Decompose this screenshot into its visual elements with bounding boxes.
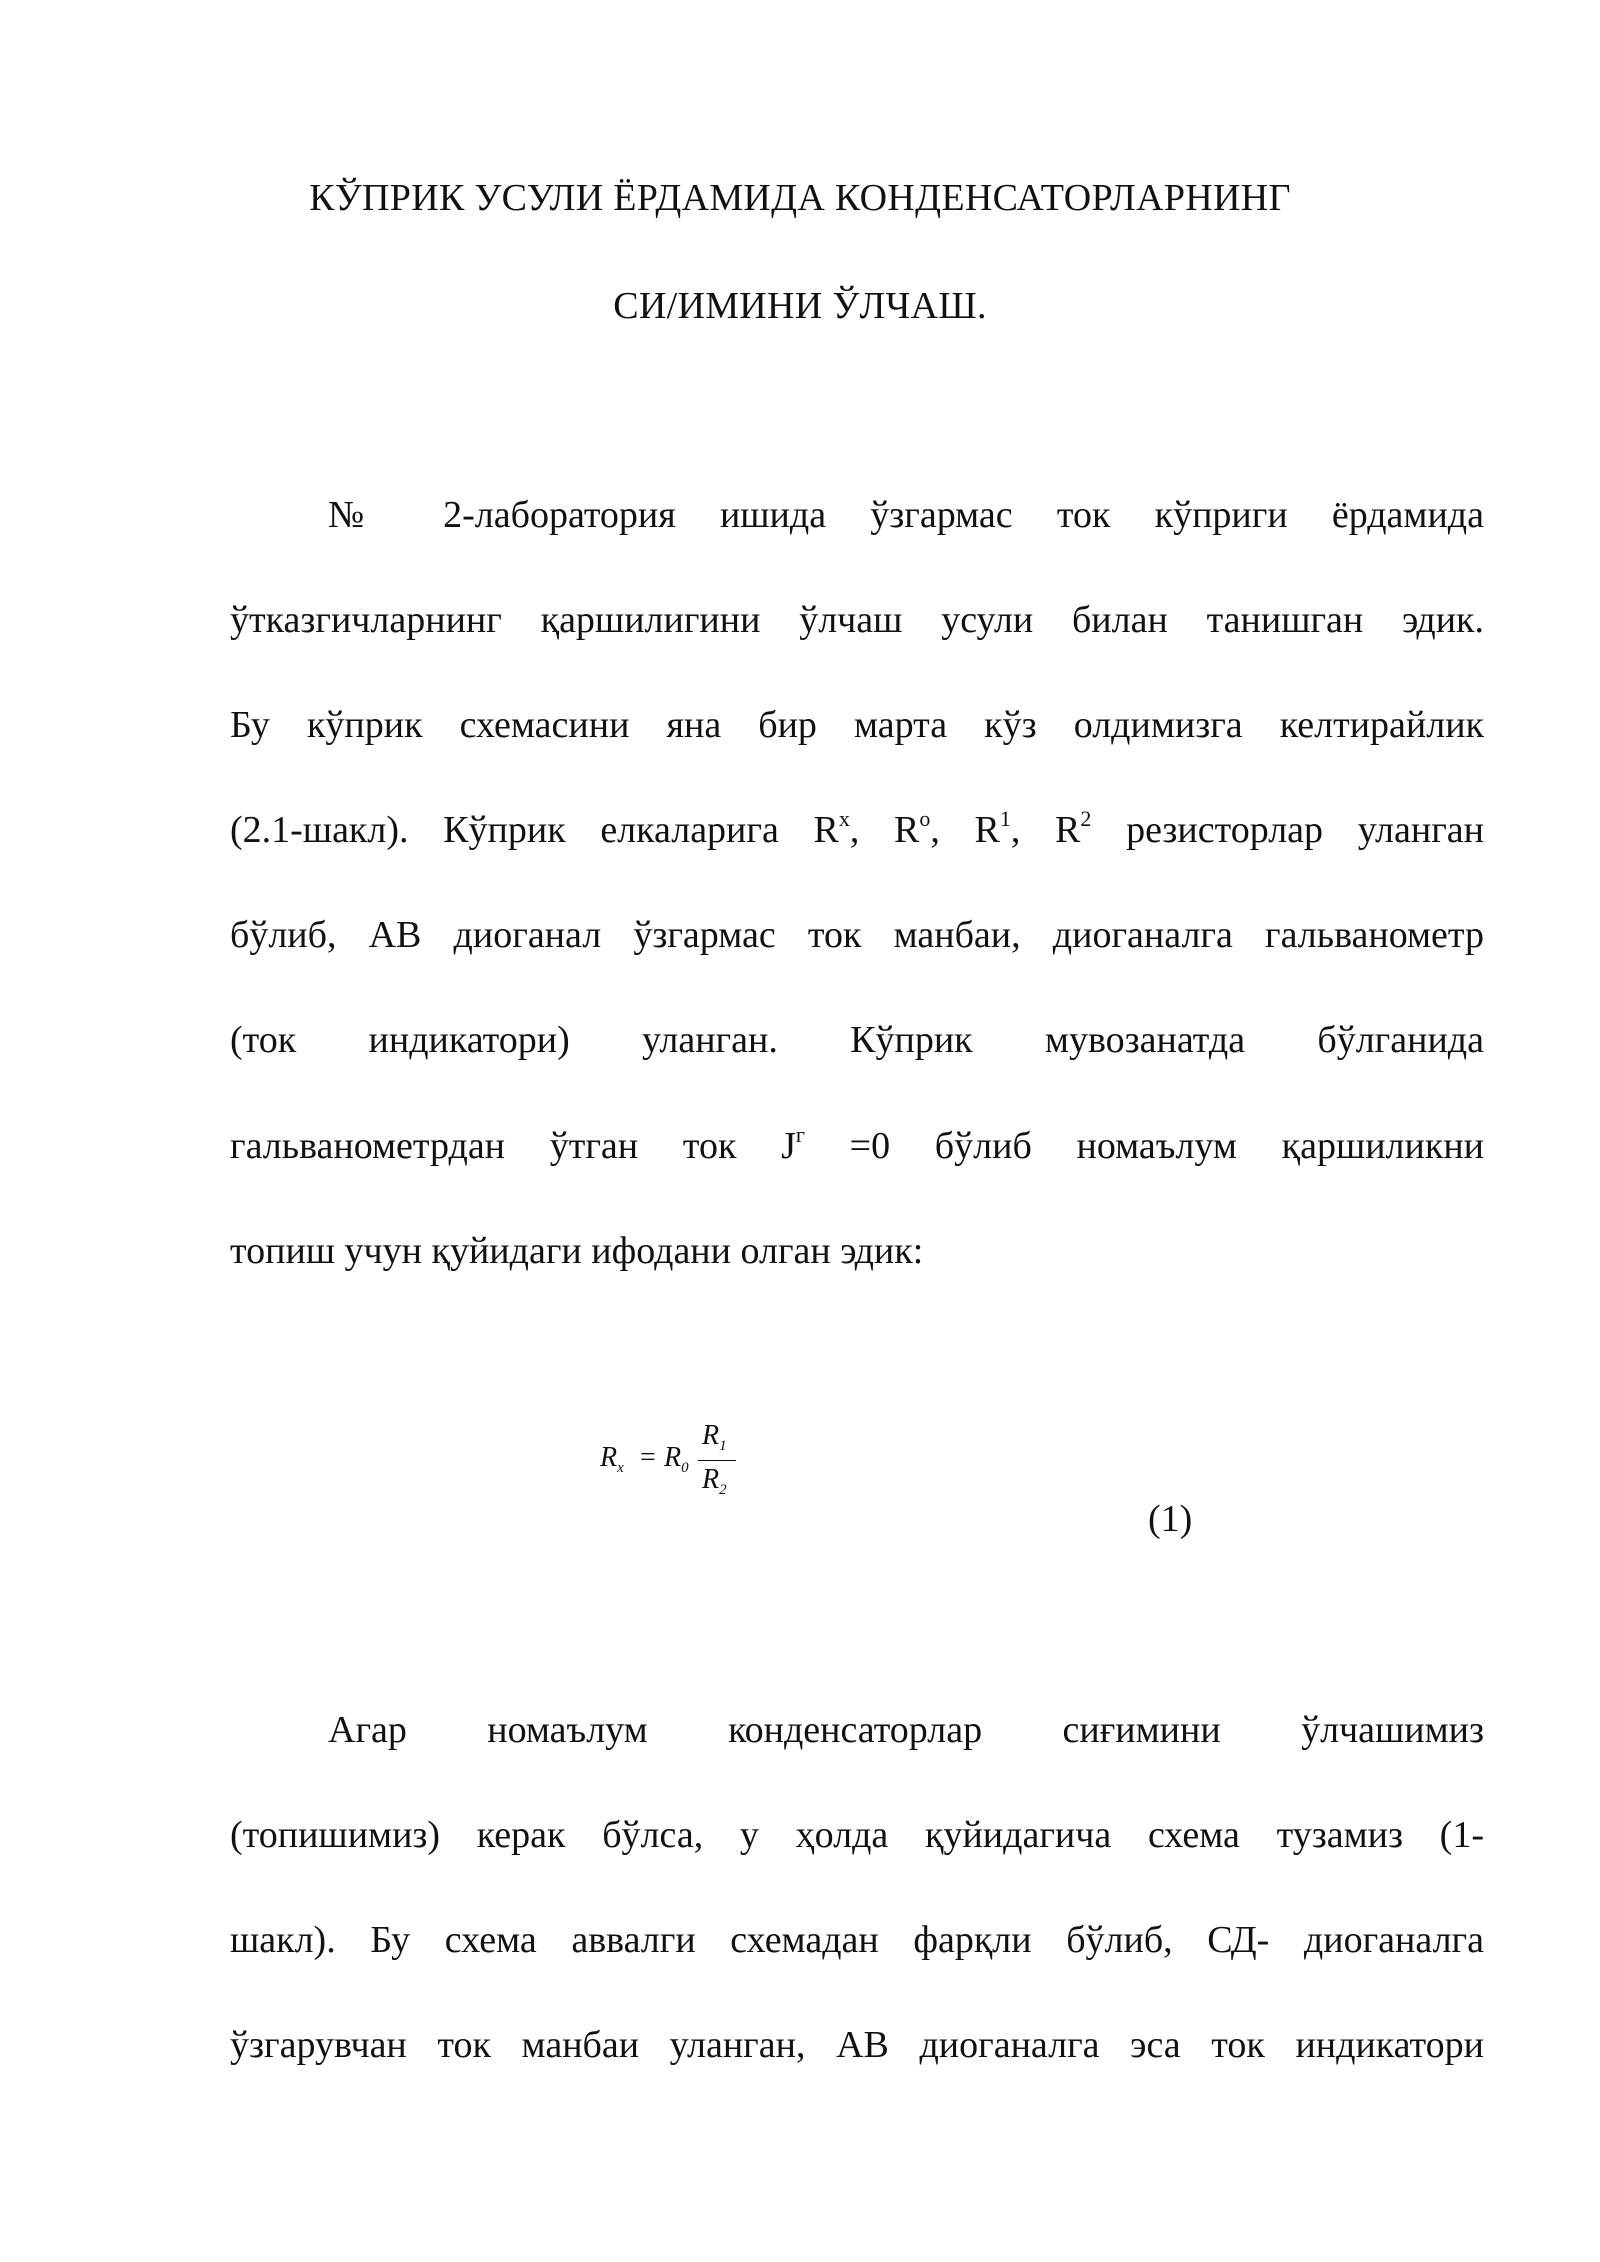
formula-lhs: $R_x$: [600, 1442, 624, 1476]
equation-number: (1): [1148, 1498, 1193, 1540]
text-run: , R: [1010, 809, 1081, 851]
paragraph-1-line-2: ўтказгичларнинг қаршилигини ўлчаш усули билан танишган эдик.: [230, 599, 1484, 641]
title-line-1: КЎПРИК УСУЛИ ЁРДАМИДА КОНДЕНСАТОРЛАРНИНГ: [309, 177, 1291, 219]
superscript: 2: [1080, 806, 1092, 831]
text-run: резисторлар уланган: [1091, 809, 1484, 851]
text-run: =0 бўлиб номаълум қаршиликни: [804, 1125, 1484, 1167]
paragraph-2-line-4: ўзгарувчан ток манбаи уланган, АВ диоганалга эса ток индикатори: [230, 2024, 1484, 2066]
paragraph-2-line-2: (топишимиз) керак бўлса, у ҳолда қуйидагича схема тузамиз (1-: [230, 1814, 1484, 1856]
text-run: , R: [930, 809, 1000, 851]
paragraph-1-line-4: [230, 807, 1484, 853]
formula-equals: =: [640, 1442, 656, 1473]
paragraph-1-line-5: бўлиб, АВ диоганал ўзгармас ток манбаи, диоганалга гальванометр: [230, 914, 1484, 956]
text-run: гальванометрдан ўтган ток J: [230, 1125, 796, 1167]
fraction-bar: [698, 1460, 736, 1461]
paragraph-1-line-3: Бу кўприк схемасини яна бир марта кўз олдимизга келтирайлик: [230, 704, 1484, 746]
paragraph-1-line-6: (ток индикатори) уланган. Кўприк мувозанатда бўлганида: [230, 1019, 1484, 1061]
paragraph-1-line-7: [230, 1123, 1484, 1169]
formula-denominator: $R_2$: [702, 1464, 727, 1498]
paragraph-2-line-1: Агар номаълум конденсаторлар сиғимини ўлчашимиз: [328, 1709, 1484, 1751]
superscript: г: [795, 1122, 805, 1147]
text-run: (2.1-шакл). Кўприк елкаларига R: [230, 809, 839, 851]
paragraph-2-line-3: шакл). Бу схема аввалги схемадан фарқли бўлиб, СД- диоганалга: [230, 1919, 1484, 1961]
superscript: 1: [999, 806, 1011, 831]
title-line-2: СИ/ИМИНИ ЎЛЧАШ.: [613, 285, 987, 327]
superscript: o: [919, 806, 931, 831]
formula: [598, 1420, 758, 1500]
paragraph-1-line-1: № 2-лаборатория ишида ўзгармас ток кўприги ёрдамида: [328, 494, 1484, 536]
formula-r0: $R_0$: [664, 1442, 689, 1476]
paragraph-1-line-8: топиш учун қуйидаги ифодани олган эдик:: [230, 1230, 924, 1272]
formula-numerator: $R_1$: [702, 1420, 727, 1454]
superscript: x: [838, 806, 850, 831]
text-run: , R: [849, 809, 920, 851]
